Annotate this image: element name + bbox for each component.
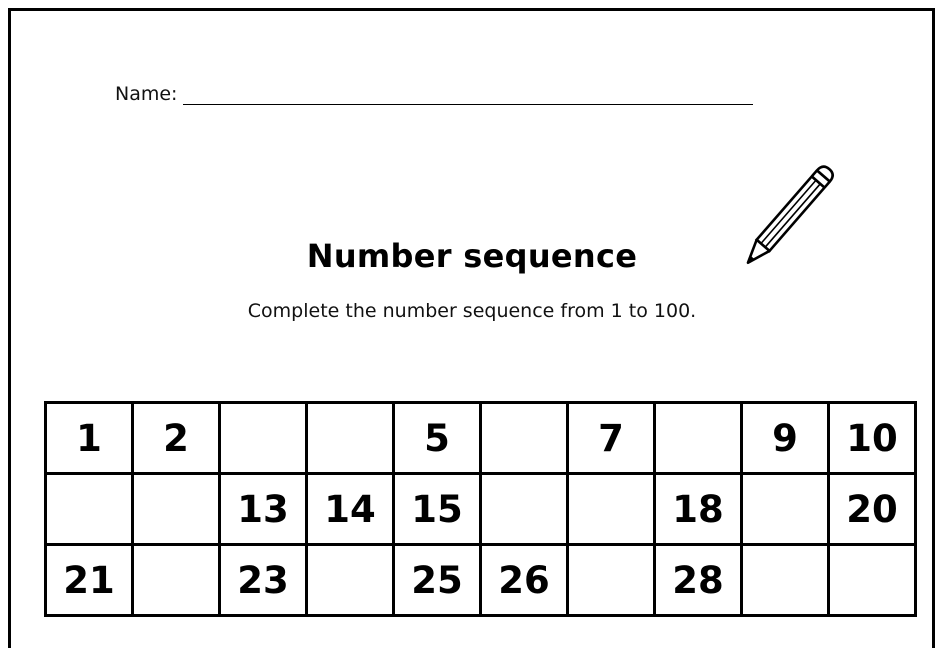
- grid-cell: 10: [829, 403, 916, 474]
- grid-cell: 25: [394, 545, 481, 616]
- grid-cell: 14: [307, 474, 394, 545]
- grid-cell: 20: [829, 474, 916, 545]
- grid-cell: 26: [481, 545, 568, 616]
- grid-cell-blank[interactable]: [133, 545, 220, 616]
- worksheet-title: Number sequence: [306, 237, 638, 275]
- grid-cell-blank[interactable]: [133, 474, 220, 545]
- grid-row: [46, 545, 916, 616]
- grid-cell-blank[interactable]: [655, 403, 742, 474]
- grid-cell-blank[interactable]: [307, 545, 394, 616]
- grid-cell-blank[interactable]: [568, 545, 655, 616]
- grid-cell-blank[interactable]: [46, 474, 133, 545]
- grid-cell-blank[interactable]: [481, 403, 568, 474]
- grid-cell: 23: [220, 545, 307, 616]
- grid-cell-blank[interactable]: [829, 545, 916, 616]
- grid-row: [46, 403, 916, 474]
- name-label: Name:: [115, 83, 178, 105]
- name-field: [115, 83, 753, 105]
- grid-cell: 21: [46, 545, 133, 616]
- grid-cell: 2: [133, 403, 220, 474]
- worksheet-instructions: Complete the number sequence from 1 to 100.: [247, 300, 697, 322]
- grid-cell: 18: [655, 474, 742, 545]
- name-blank-line[interactable]: [183, 86, 753, 105]
- grid-cell: 13: [220, 474, 307, 545]
- grid-cell: 5: [394, 403, 481, 474]
- grid-cell-blank[interactable]: [568, 474, 655, 545]
- grid-cell-blank[interactable]: [742, 545, 829, 616]
- grid-cell-blank[interactable]: [481, 474, 568, 545]
- grid-cell-blank[interactable]: [742, 474, 829, 545]
- grid-cell-blank[interactable]: [220, 403, 307, 474]
- grid-cell: 1: [46, 403, 133, 474]
- grid-row: [46, 474, 916, 545]
- grid-cell-blank[interactable]: [307, 403, 394, 474]
- grid-cell: 28: [655, 545, 742, 616]
- grid-cell: 9: [742, 403, 829, 474]
- number-grid: [44, 401, 917, 617]
- grid-cell: 15: [394, 474, 481, 545]
- grid-cell: 7: [568, 403, 655, 474]
